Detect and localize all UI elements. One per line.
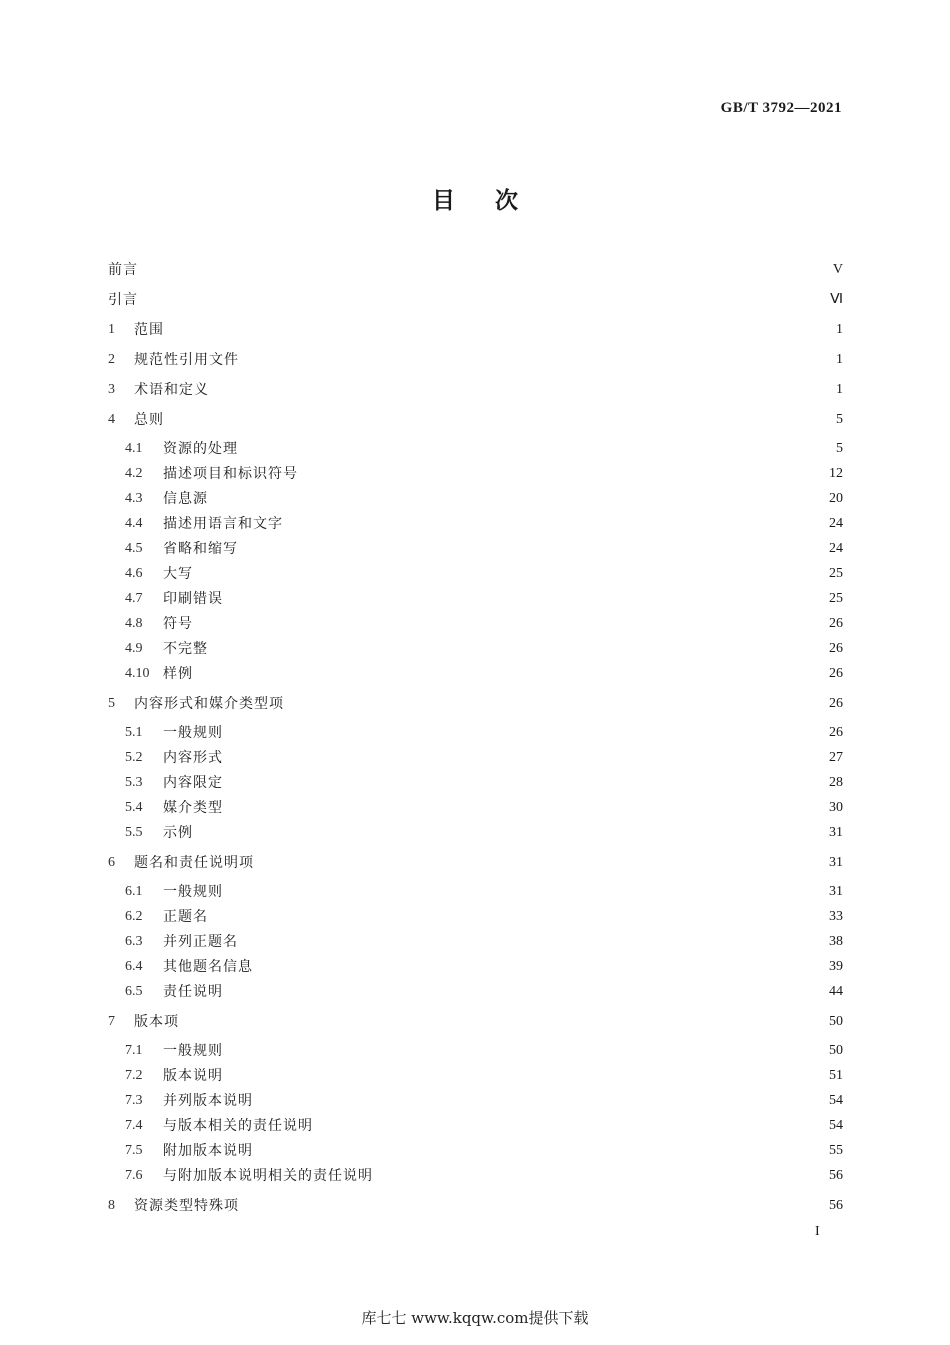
toc-entry-label: 样例 [163, 666, 193, 682]
dot-leader [199, 612, 823, 636]
toc-entry[interactable] [108, 318, 843, 342]
toc-entry-number: 5.5 [125, 825, 143, 840]
toc-entry-label: 与附加版本说明相关的责任说明 [163, 1168, 373, 1184]
dot-leader [215, 378, 823, 402]
toc-title: 目次 [432, 188, 558, 214]
dot-leader [229, 880, 823, 904]
toc-entry[interactable] [108, 796, 843, 820]
toc-entry-page: 26 [829, 725, 843, 740]
toc-entry-label: 描述用语言和文字 [163, 516, 283, 532]
toc-entry-page: 26 [829, 641, 843, 656]
toc-entry-number: 4.5 [125, 541, 143, 556]
dot-leader [259, 1089, 823, 1113]
toc-entry-page: 1 [836, 382, 843, 397]
toc-entry[interactable] [108, 1010, 843, 1034]
toc-entry-label: 一般规则 [163, 725, 223, 741]
dot-leader [229, 980, 823, 1004]
toc-entry[interactable] [108, 1064, 843, 1088]
dot-leader [244, 437, 823, 461]
toc-entry[interactable] [108, 378, 843, 402]
toc-entry[interactable] [108, 1089, 843, 1113]
toc-entry-number: 2 [108, 352, 115, 367]
toc-entry-number: 4.4 [125, 516, 143, 531]
dot-leader [229, 721, 823, 745]
dot-leader [304, 462, 823, 486]
toc-entry-number: 4.2 [125, 466, 143, 481]
toc-entry-page: 54 [829, 1118, 843, 1133]
dot-leader [144, 288, 823, 312]
toc-entry-label: 范围 [134, 322, 164, 338]
toc-entry-label: 题名和责任说明项 [134, 855, 254, 871]
toc-entry-page: 56 [829, 1198, 843, 1213]
toc-entry-page: 51 [829, 1068, 843, 1083]
toc-entry-label: 示例 [163, 825, 193, 841]
toc-entry-label: 与版本相关的责任说明 [163, 1118, 313, 1134]
toc-entry[interactable] [108, 1194, 843, 1218]
toc-entry-label: 大写 [163, 566, 193, 582]
toc-entry-label: 并列版本说明 [163, 1093, 253, 1109]
toc-entry-label: 版本项 [134, 1014, 179, 1030]
toc-entry-number: 6.4 [125, 959, 143, 974]
toc-entry-number: 5.3 [125, 775, 143, 790]
dot-leader [290, 692, 823, 716]
toc-entry-number: 4.7 [125, 591, 143, 606]
footer-watermark: 库七七 www.kqqw.com提供下载 [361, 1309, 589, 1327]
toc-entry-label: 前言 [108, 262, 138, 278]
toc-entry-label: 其他题名信息 [163, 959, 253, 975]
toc-entry-page: 31 [829, 884, 843, 899]
toc-entry-label: 印刷错误 [163, 591, 223, 607]
dot-leader [229, 1064, 823, 1088]
toc-entry-number: 4 [108, 412, 115, 427]
toc-entry-page: 26 [829, 696, 843, 711]
toc-entry-number: 4.1 [125, 441, 143, 456]
toc-entry-number: 7.2 [125, 1068, 143, 1083]
toc-entry-page: 50 [829, 1043, 843, 1058]
toc-entry[interactable] [108, 1114, 843, 1138]
dot-leader [245, 1194, 823, 1218]
toc-entry-number: 7.1 [125, 1043, 143, 1058]
toc-entry[interactable] [108, 880, 843, 904]
toc-entry[interactable] [108, 771, 843, 795]
toc-entry-number: 8 [108, 1198, 115, 1213]
toc-entry-page: 28 [829, 775, 843, 790]
toc-entry-page: 24 [829, 516, 843, 531]
dot-leader [229, 1039, 823, 1063]
toc-entry[interactable] [108, 721, 843, 745]
toc-entry-page: 26 [829, 666, 843, 681]
toc-entry[interactable] [108, 348, 843, 372]
toc-entry-number: 5.2 [125, 750, 143, 765]
toc-entry-number: 5 [108, 696, 115, 711]
toc-entry-page: Ⅵ [830, 292, 843, 307]
toc-entry-label: 规范性引用文件 [134, 352, 239, 368]
toc-entry-number: 1 [108, 322, 115, 337]
dot-leader [379, 1164, 823, 1188]
toc-entry-label: 并列正题名 [163, 934, 238, 950]
toc-entry-number: 7.6 [125, 1168, 143, 1183]
dot-leader [199, 821, 823, 845]
toc-entry[interactable] [108, 562, 843, 586]
toc-entry[interactable] [108, 1139, 843, 1163]
toc-entry-number: 6 [108, 855, 115, 870]
dot-leader [260, 851, 823, 875]
dot-leader [229, 587, 823, 611]
dot-leader [289, 512, 823, 536]
dot-leader [244, 537, 823, 561]
toc-entry-number: 4.10 [125, 666, 150, 681]
toc-entry[interactable] [108, 537, 843, 561]
dot-leader [259, 955, 823, 979]
dot-leader [199, 662, 823, 686]
toc-entry-page: V [832, 262, 843, 277]
toc-entry-number: 3 [108, 382, 115, 397]
toc-entry[interactable] [108, 612, 843, 636]
toc-entry-page: 54 [829, 1093, 843, 1108]
dot-leader [245, 348, 823, 372]
toc-entry[interactable] [108, 692, 843, 716]
toc-entry-page: 56 [829, 1168, 843, 1183]
toc-entry-number: 7.4 [125, 1118, 143, 1133]
toc-entry-number: 7.3 [125, 1093, 143, 1108]
toc-entry-label: 不完整 [163, 641, 208, 657]
toc-entry-page: 5 [836, 441, 843, 456]
toc-entry-label: 符号 [163, 616, 193, 632]
toc-entry-number: 6.2 [125, 909, 143, 924]
toc-entry[interactable] [108, 905, 843, 929]
toc-entry-number: 6.5 [125, 984, 143, 999]
toc-entry-label: 描述项目和标识符号 [163, 466, 298, 482]
toc-entry-page: 39 [829, 959, 843, 974]
dot-leader [214, 637, 823, 661]
dot-leader [214, 905, 823, 929]
dot-leader [229, 796, 823, 820]
toc-entry-number: 5.1 [125, 725, 143, 740]
toc-entry-page: 55 [829, 1143, 843, 1158]
toc-entry-page: 20 [829, 491, 843, 506]
toc-entry-label: 术语和定义 [134, 382, 209, 398]
toc-entry-label: 内容形式 [163, 750, 223, 766]
toc-entry-page: 25 [829, 566, 843, 581]
toc-entry-page: 31 [829, 825, 843, 840]
toc-entry-label: 总则 [134, 412, 164, 428]
toc-entry-label: 信息源 [163, 491, 208, 507]
toc-entry-page: 33 [829, 909, 843, 924]
dot-leader [229, 746, 823, 770]
toc-entry-label: 责任说明 [163, 984, 223, 1000]
toc-entry-label: 资源类型特殊项 [134, 1198, 239, 1214]
toc-entry-page: 30 [829, 800, 843, 815]
toc-entry[interactable] [108, 258, 843, 282]
toc-entry-page: 5 [836, 412, 843, 427]
toc-entry-page: 12 [829, 466, 843, 481]
toc-entry-number: 6.3 [125, 934, 143, 949]
toc-entry[interactable] [108, 1164, 843, 1188]
toc-entry[interactable] [108, 980, 843, 1004]
toc-entry[interactable] [108, 930, 843, 954]
toc-entry-page: 31 [829, 855, 843, 870]
toc-entry-page: 1 [836, 352, 843, 367]
toc-entry[interactable] [108, 1039, 843, 1063]
toc-entry-label: 附加版本说明 [163, 1143, 253, 1159]
toc-entry[interactable] [108, 955, 843, 979]
toc-entry[interactable] [108, 662, 843, 686]
toc-entry-page: 25 [829, 591, 843, 606]
dot-leader [170, 318, 823, 342]
page-number: I [815, 1224, 820, 1239]
dot-leader [229, 771, 823, 795]
toc-entry[interactable] [108, 512, 843, 536]
toc-entry[interactable] [108, 821, 843, 845]
dot-leader [214, 487, 823, 511]
dot-leader [244, 930, 823, 954]
dot-leader [170, 408, 823, 432]
toc-entry-page: 44 [829, 984, 843, 999]
toc-entry-number: 4.9 [125, 641, 143, 656]
toc-entry-label: 一般规则 [163, 884, 223, 900]
toc-entry-label: 内容形式和媒介类型项 [134, 696, 284, 712]
toc-entry-page: 50 [829, 1014, 843, 1029]
toc-entry-label: 一般规则 [163, 1043, 223, 1059]
toc-entry[interactable] [108, 587, 843, 611]
dot-leader [259, 1139, 823, 1163]
dot-leader [319, 1114, 823, 1138]
toc-entry-number: 7.5 [125, 1143, 143, 1158]
toc-entry-label: 省略和缩写 [163, 541, 238, 557]
toc-entry-label: 正题名 [163, 909, 208, 925]
toc-entry[interactable] [108, 408, 843, 432]
toc-entry-label: 版本说明 [163, 1068, 223, 1084]
toc-entry-page: 27 [829, 750, 843, 765]
toc-entry-label: 引言 [108, 292, 138, 308]
toc-entry[interactable] [108, 437, 843, 461]
toc-entry-label: 资源的处理 [163, 441, 238, 457]
toc-entry-page: 1 [836, 322, 843, 337]
dot-leader [199, 562, 823, 586]
toc-entry-number: 4.8 [125, 616, 143, 631]
toc-entry[interactable] [108, 288, 843, 312]
dot-leader [185, 1010, 823, 1034]
toc-entry-number: 5.4 [125, 800, 143, 815]
toc-entry-number: 7 [108, 1014, 115, 1029]
toc-entry[interactable] [108, 637, 843, 661]
toc-entry-page: 38 [829, 934, 843, 949]
toc-entry[interactable] [108, 746, 843, 770]
toc-entry-number: 4.6 [125, 566, 143, 581]
standard-code: GB/T 3792—2021 [720, 100, 842, 116]
dot-leader [144, 258, 823, 282]
toc-entry-number: 4.3 [125, 491, 143, 506]
toc-entry-label: 内容限定 [163, 775, 223, 791]
toc-entry-label: 媒介类型 [163, 800, 223, 816]
toc-entry[interactable] [108, 487, 843, 511]
toc-entry-page: 24 [829, 541, 843, 556]
toc-entry-page: 26 [829, 616, 843, 631]
toc-entry[interactable] [108, 462, 843, 486]
toc-entry-number: 6.1 [125, 884, 143, 899]
toc-entry[interactable] [108, 851, 843, 875]
